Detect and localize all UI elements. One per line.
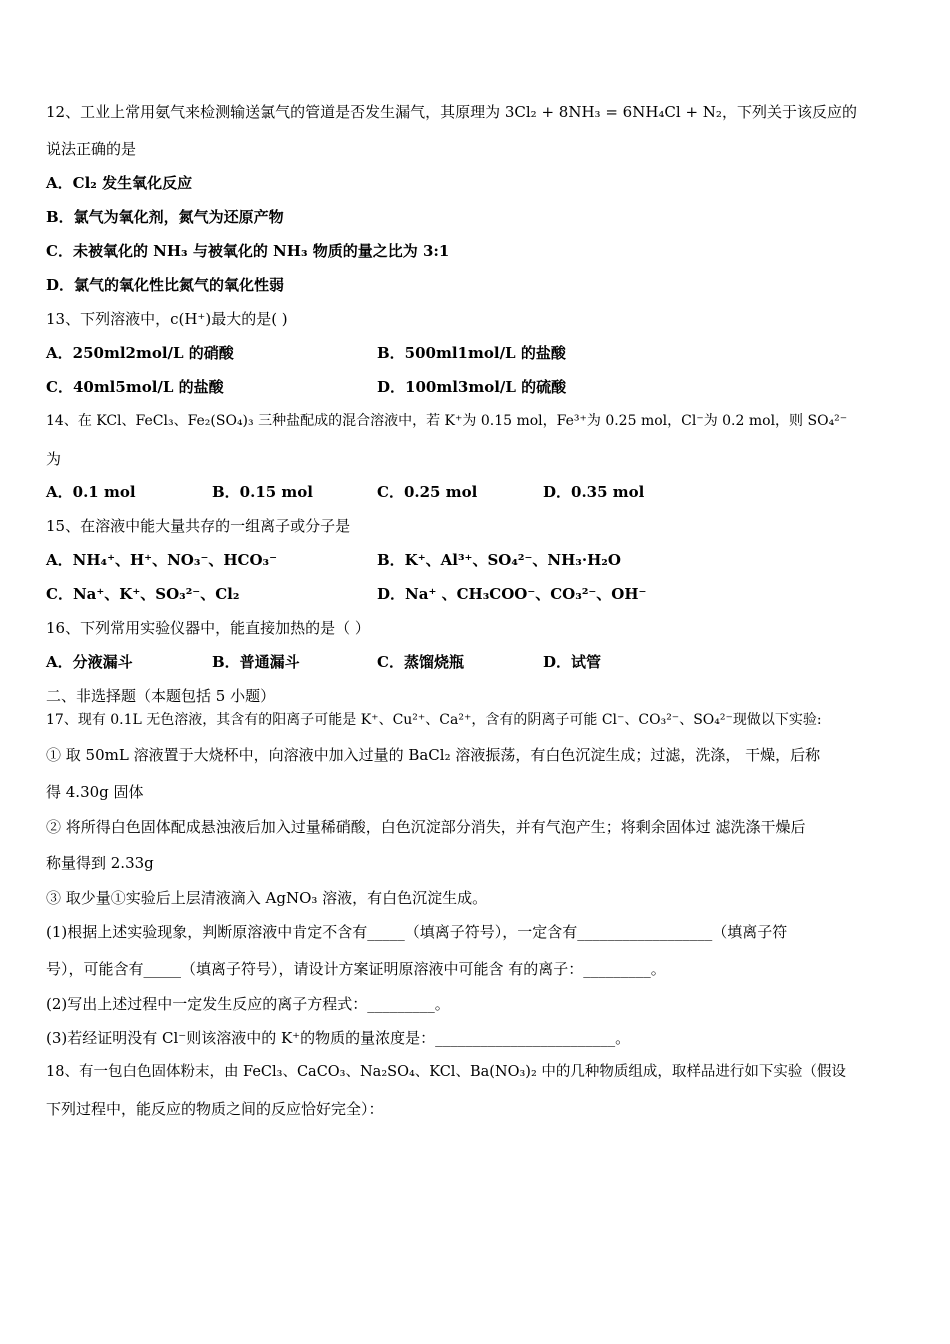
q17-step2-line2: 称量得到 2.33g	[46, 854, 154, 872]
q14-option-c: C．0.25 mol	[377, 483, 478, 501]
q15-option-a: A．NH₄⁺、H⁺、NO₃⁻、HCO₃⁻	[46, 551, 278, 569]
q12-stem-line1: 12、工业上常用氨气来检测输送氯气的管道是否发生漏气，其原理为 3Cl₂ + 8NH₃ = 6NH₄Cl + N₂，下列关于该反应的	[46, 103, 857, 121]
q17-part1-line2: 号），可能含有_____（填离子符号），请设计方案证明原溶液中可能含 有的离子：_________。	[46, 960, 666, 978]
q16-option-d: D．试管	[543, 653, 602, 671]
q12-option-a: A．Cl₂ 发生氧化反应	[46, 174, 193, 192]
q13-option-a: A．250ml2mol/L 的硝酸	[46, 344, 234, 362]
q16-stem: 16、下列常用实验仪器中，能直接加热的是（ ）	[46, 619, 370, 637]
q17-step1-line1: ① 取 50mL 溶液置于大烧杯中，向溶液中加入过量的 BaCl₂ 溶液振荡，有白色沉淀生成；过滤，洗涤， 干燥，后称	[46, 746, 821, 764]
q16-option-b: B．普通漏斗	[212, 653, 300, 671]
q12-option-b: B．氯气为氧化剂，氮气为还原产物	[46, 208, 284, 226]
q16-option-c: C．蒸馏烧瓶	[377, 653, 464, 671]
q13-stem: 13、下列溶液中，c(H⁺)最大的是( )	[46, 310, 288, 328]
q17-step3: ③ 取少量①实验后上层清液滴入 AgNO₃ 溶液，有白色沉淀生成。	[46, 889, 488, 907]
q16-option-a: A．分液漏斗	[46, 653, 133, 671]
q14-option-a: A．0.1 mol	[46, 483, 136, 501]
q14-stem-line1: 14、在 KCl、FeCl₃、Fe₂(SO₄)₃ 三种盐配成的混合溶液中，若 K⁺为 0.15 mol，Fe³⁺为 0.25 mol，Cl⁻为 0.2 mol，则 SO₄²⁻	[46, 413, 848, 429]
q18-stem-line2: 下列过程中，能反应的物质之间的反应恰好完全）：	[46, 1100, 384, 1118]
q12-option-c: C．未被氧化的 NH₃ 与被氧化的 NH₃ 物质的量之比为 3:1	[46, 242, 450, 260]
q13-option-c: C．40ml5mol/L 的盐酸	[46, 378, 224, 396]
q17-stem-line1: 17、现有 0.1L 无色溶液，其含有的阳离子可能是 K⁺、Cu²⁺、Ca²⁺，含有的阴离子可能 Cl⁻、CO₃²⁻、SO₄²⁻现做以下实验:	[46, 712, 822, 728]
q17-step1-line2: 得 4.30g 固体	[46, 783, 144, 801]
q18-stem-line1: 18、有一包白色固体粉末，由 FeCl₃、CaCO₃、Na₂SO₄、KCl、Ba(NO₃)₂ 中的几种物质组成，取样品进行如下实验（假设	[46, 1064, 846, 1080]
q15-option-c: C．Na⁺、K⁺、SO₃²⁻、Cl₂	[46, 585, 240, 603]
q14-stem-line2: 为	[46, 450, 62, 468]
q17-part3: (3)若经证明没有 Cl⁻则该溶液中的 K⁺的物质的量浓度是：________________________。	[46, 1029, 631, 1047]
q17-part1-line1: (1)根据上述实验现象，判断原溶液中肯定不含有_____（填离子符号），一定含有__________________（填离子符	[46, 923, 788, 941]
q12-stem-line2: 说法正确的是	[46, 140, 137, 158]
q13-option-b: B．500ml1mol/L 的盐酸	[377, 344, 566, 362]
q14-option-d: D．0.35 mol	[543, 483, 645, 501]
q15-option-b: B．K⁺、Al³⁺、SO₄²⁻、NH₃·H₂O	[377, 551, 621, 569]
q15-stem: 15、在溶液中能大量共存的一组离子或分子是	[46, 517, 351, 535]
q12-option-d: D．氯气的氧化性比氮气的氧化性弱	[46, 276, 285, 294]
q15-option-d: D．Na⁺ 、CH₃COO⁻、CO₃²⁻、OH⁻	[377, 585, 647, 603]
q14-option-b: B．0.15 mol	[212, 483, 314, 501]
section-heading: 二、非选择题（本题包括 5 小题）	[46, 687, 276, 705]
q13-option-d: D．100ml3mol/L 的硫酸	[377, 378, 567, 396]
q17-part2: (2)写出上述过程中一定发生反应的离子方程式：_________。	[46, 995, 450, 1013]
q17-step2-line1: ② 将所得白色固体配成悬浊液后加入过量稀硝酸，白色沉淀部分消失，并有气泡产生；将剩余固体过 滤洗涤干燥后	[46, 818, 806, 836]
